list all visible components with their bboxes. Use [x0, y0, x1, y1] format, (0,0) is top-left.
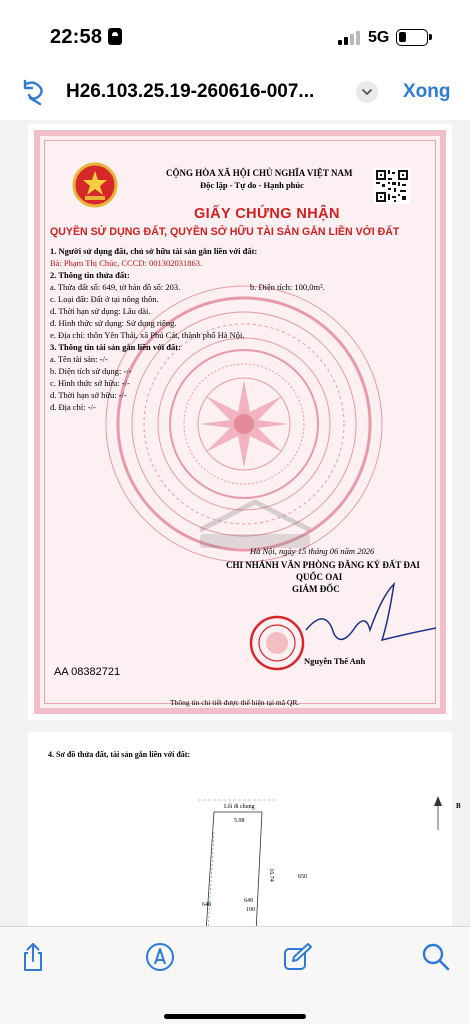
land-type-line: c. Loại đất: Đất ở tại nông thôn.	[50, 294, 159, 304]
network-type: 5G	[368, 29, 390, 46]
signature-stroke	[286, 576, 436, 656]
markup-arrow-icon[interactable]	[20, 78, 48, 106]
signal-icon	[338, 31, 362, 45]
section-asset-heading: 3. Thông tin tài sản gắn liền với đất:	[50, 342, 181, 352]
land-plan-page	[28, 732, 461, 926]
certificate-frame	[34, 130, 446, 714]
title-bar	[0, 70, 470, 120]
national-motto: Độc lập - Tự do - Hạnh phúc	[200, 180, 304, 190]
serial-number: AA 08382721	[54, 666, 121, 678]
title-menu-button[interactable]	[356, 81, 378, 103]
owner-line: Bà: Phạm Thị Chúc, CCCD: 001302031863.	[50, 258, 203, 268]
done-button[interactable]: Xong	[403, 81, 451, 102]
common-path-label: Lối đi chung	[224, 804, 255, 810]
section-owner-heading: 1. Người sử dụng đất, chủ sở hữu tài sản gắn liền với đất:	[50, 246, 258, 256]
certificate-title: GIẤY CHỨNG NHẬN	[194, 206, 340, 222]
parcel-area-line: b. Diện tích: 100,0m².	[250, 282, 325, 292]
bottom-toolbar	[0, 926, 470, 1024]
parcel-area: 100	[246, 907, 255, 913]
issue-date: Hà Nội, ngày 15 tháng 06 năm 2026	[250, 546, 375, 556]
issuing-office: CHI NHÁNH VĂN PHÒNG ĐĂNG KÝ ĐẤT ĐAI	[226, 560, 420, 570]
asset-name-line: a. Tên tài sản: -/-	[50, 354, 108, 364]
search-icon[interactable]	[420, 941, 452, 973]
neighbor-parcel-left: 648	[202, 902, 211, 908]
dimension-side: 16.74	[267, 868, 274, 882]
certificate-page	[28, 124, 452, 720]
edit-icon[interactable]	[282, 941, 314, 973]
qr-code-icon[interactable]	[374, 168, 410, 204]
neighbor-parcel-right: 650	[298, 874, 307, 880]
parcel-number-line: a. Thửa đất số: 649, tờ bản đồ số: 203.	[50, 282, 181, 292]
land-plan-heading: 4. Sơ đồ thửa đất, tài sản gắn liền với đất:	[48, 750, 191, 759]
section-parcel-heading: 2. Thông tin thửa đất:	[50, 270, 130, 280]
country-heading: CỘNG HÒA XÃ HỘI CHỦ NGHĨA VIỆT NAM	[166, 168, 353, 178]
status-bar	[0, 0, 470, 70]
status-time: 22:58	[50, 26, 103, 48]
national-emblem-icon	[72, 162, 118, 208]
battery-icon	[396, 29, 428, 46]
address-line: e. Địa chỉ: thôn Yên Thái, xã Phú Cát, thành phố Hà Nội.	[50, 330, 245, 340]
document-title[interactable]: H26.103.25.19-260616-007...	[66, 81, 315, 102]
land-term-line: d. Thời hạn sử dụng: Lâu dài.	[50, 306, 151, 316]
pen-circle-icon[interactable]	[144, 941, 176, 973]
asset-ownership-line: c. Hình thức sở hữu: -/-	[50, 378, 130, 388]
north-arrow-label: B	[456, 802, 461, 810]
land-plan-diagram	[28, 772, 452, 926]
parcel-number: 649	[244, 898, 253, 904]
document-viewer[interactable]	[0, 120, 470, 926]
qr-footnote: Thông tin chi tiết được thể hiện tại mã QR.	[170, 698, 300, 707]
asset-area-line: b. Diện tích sử dụng: -/-	[50, 366, 132, 376]
issuing-office-district: QUỐC OAI	[296, 572, 343, 582]
home-indicator[interactable]	[164, 1014, 306, 1019]
asset-address-line: đ. Địa chỉ: -/-	[50, 402, 96, 412]
usage-form-line: đ. Hình thức sử dụng: Sử dụng riêng.	[50, 318, 177, 328]
share-icon[interactable]	[17, 941, 49, 973]
id-card-icon	[108, 28, 122, 45]
chevron-down-icon	[356, 81, 378, 103]
signer-name: Nguyễn Thế Anh	[304, 656, 366, 666]
signer-position: GIÁM ĐỐC	[292, 584, 340, 594]
dimension-top: 5.98	[234, 818, 245, 824]
certificate-subtitle: QUYỀN SỬ DỤNG ĐẤT, QUYỀN SỞ HỮU TÀI SẢN GẮN LIỀN VỚI ĐẤT	[50, 226, 400, 238]
asset-term-line: d. Thời hạn sở hữu: -/-	[50, 390, 127, 400]
